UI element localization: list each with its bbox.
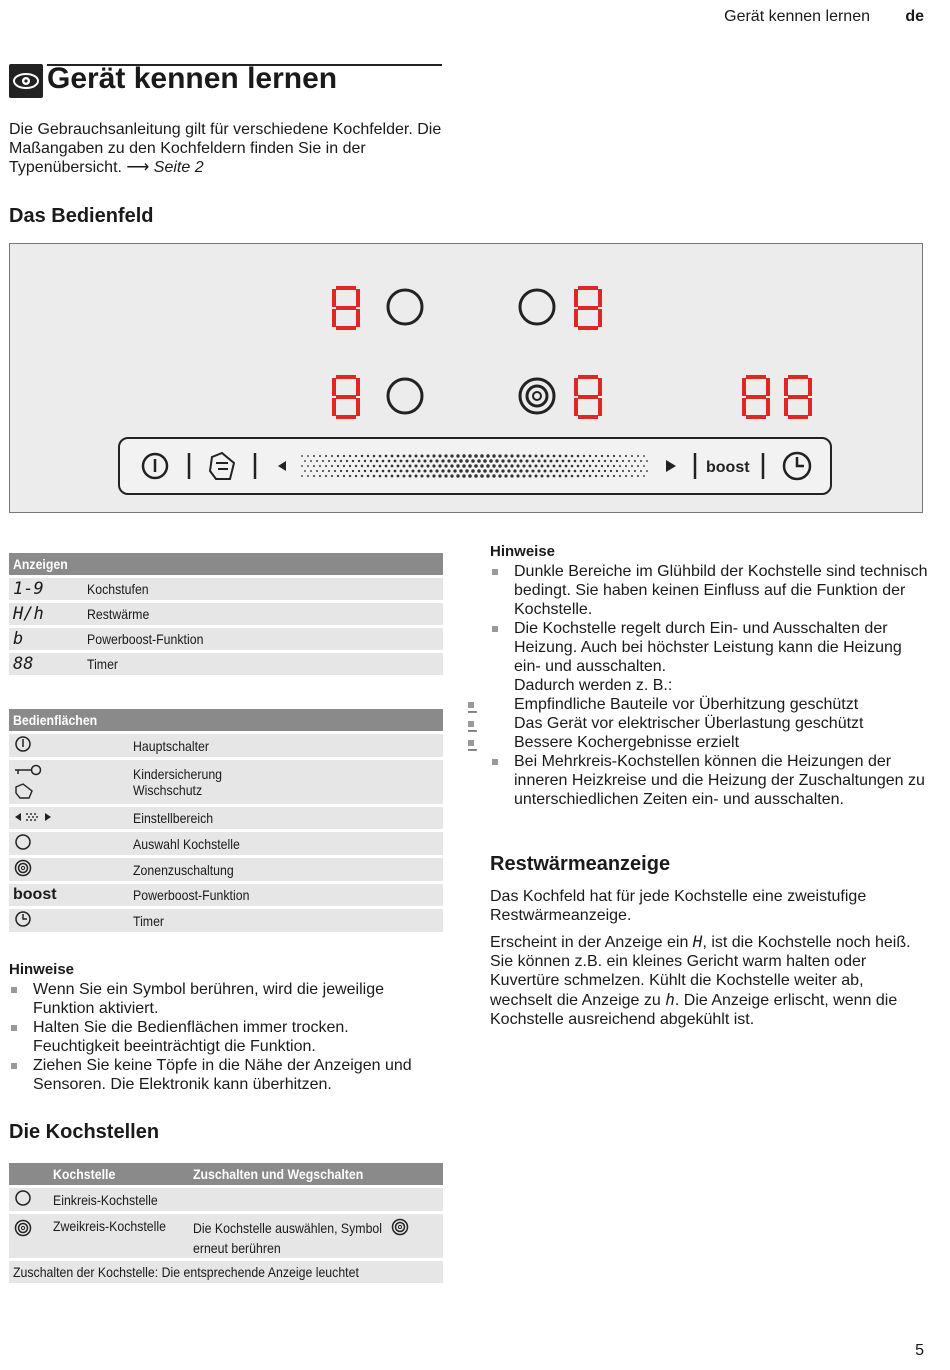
key-icon — [13, 763, 43, 777]
dash-item: – Das Gerät vor elektrischer Überlastung geschützt — [490, 714, 930, 733]
display-symbol: H — [692, 932, 703, 951]
display-symbol: H/h — [9, 602, 83, 627]
table-row — [9, 627, 443, 652]
slider-left-icon[interactable] — [278, 461, 286, 471]
display-symbol: h — [665, 990, 675, 1009]
anzeigen-table — [9, 550, 443, 675]
running-header: Gerät kennen lernen — [724, 8, 870, 25]
row-label: Timer — [133, 912, 165, 929]
table-row — [9, 1260, 443, 1284]
dash-list — [490, 695, 930, 752]
table-row — [9, 577, 443, 602]
row-label: Zweikreis-Kochstelle — [53, 1218, 166, 1234]
slider-range-icon — [13, 810, 53, 824]
table-row — [9, 908, 443, 933]
dash-item: – Bessere Kochergebnisse erzielt — [490, 733, 930, 752]
power-icon — [13, 734, 33, 754]
slider-right-icon[interactable] — [666, 460, 676, 472]
list-item: Dunkle Bereiche im Glühbild der Kochstelle sind technisch bedingt. Sie haben keinen Einfluss auf die Funktion der Kochstelle. — [490, 562, 930, 619]
bedienflaechen-table — [9, 706, 443, 932]
table-row — [9, 733, 443, 759]
row-label: Einkreis-Kochstelle — [53, 1191, 158, 1208]
table-row — [9, 652, 443, 676]
double-circle-icon — [13, 858, 33, 878]
restwaerme-heading: Restwärmeanzeige — [490, 853, 671, 875]
page-title: Gerät kennen lernen — [47, 62, 338, 95]
hinweise-heading: Hinweise — [9, 961, 75, 978]
hinweise-list-right — [490, 562, 930, 809]
table-row — [9, 883, 443, 908]
row-label: Zonenzuschaltung — [133, 861, 234, 878]
list-item: Halten Sie die Bedienflächen immer trocken. Feuchtigkeit beeinträchtigt die Funktion. — [9, 1018, 439, 1056]
row-label: Kochstufen — [87, 581, 149, 597]
anzeigen-header: Anzeigen — [13, 556, 68, 572]
display-symbol: b — [9, 627, 83, 652]
column-header: Zuschalten und Wegschalten — [193, 1166, 364, 1182]
column-header: Kochstelle — [53, 1166, 116, 1182]
kochstellen-table — [9, 1160, 443, 1283]
kochstellen-heading: Die Kochstellen — [9, 1121, 160, 1143]
table-footer: Zuschalten der Kochstelle: Die entsprechende Anzeige leuchtet — [13, 1264, 359, 1280]
double-circle-icon — [390, 1218, 410, 1236]
double-circle-icon — [13, 1218, 33, 1238]
power-icon[interactable] — [143, 454, 167, 478]
list-item: Die Kochstelle regelt durch Ein- und Ausschalten der Heizung. Auch bei höchster Leistung kann die Heizung ein- und ausschalten. Dadurch werden z. B.: – Empfindliche Bauteile vor Überhitzung geschützt – Das Gerät vor elektrischer Überlastung geschützt – Bessere Kochergebnisse erzielt — [490, 619, 930, 752]
table-row — [9, 857, 443, 883]
dash-item: – Empfindliche Bauteile vor Überhitzung geschützt — [490, 695, 930, 714]
clock-icon[interactable] — [784, 453, 810, 479]
arrow-icon: ⟶ — [126, 159, 150, 176]
table-row — [9, 831, 443, 857]
row-action: Die Kochstelle auswählen, Symbol — [193, 1220, 383, 1236]
row-label: Hauptschalter — [133, 737, 210, 754]
slider-dots[interactable] — [301, 454, 648, 478]
row-action — [189, 1187, 443, 1213]
row-label: Auswahl Kochstelle — [133, 835, 240, 852]
bedienflaechen-header: Bedienflächen — [13, 712, 98, 728]
row-label: Powerboost-Funktion — [133, 887, 250, 903]
row-label: Restwärme — [87, 606, 150, 622]
row-label: Einstellbereich — [133, 810, 214, 826]
row-label: Timer — [87, 656, 119, 672]
page-reference: Seite 2 — [153, 159, 204, 176]
intro-text: Die Gebrauchsanleitung gilt für verschiedene Kochfelder. Die Maßangaben zu den Kochfeldern finden Sie in der Typenübersicht. — [9, 121, 442, 176]
table-row — [9, 1187, 443, 1213]
table-row — [9, 759, 443, 806]
hinweise-heading-right: Hinweise — [490, 543, 556, 560]
clock-icon — [13, 909, 33, 929]
row-label: Powerboost-Funktion — [87, 631, 204, 647]
restwaerme-paragraph-2: Erscheint in der Anzeige ein H, ist die Kochstelle noch heiß. Sie können z.B. ein kleines Gericht warm halten oder Kuvertüre schmelzen. Kühlt die Kochstelle weiter ab, wechselt die Anzeige zu h. Die Anzeige erlischt, wenn die Kochstelle ausreichend abgekühlt ist. — [490, 932, 911, 1028]
row-label: Kindersicherung — [133, 766, 223, 782]
control-panel-illustration — [9, 243, 923, 513]
table-row — [9, 806, 443, 831]
intro-paragraph — [9, 120, 449, 177]
list-item: Ziehen Sie keine Töpfe in die Nähe der Anzeigen und Sensoren. Die Elektronik kann überhitzen. — [9, 1056, 439, 1094]
list-item: Bei Mehrkreis-Kochstellen können die Heizungen der inneren Heizkreise und die Heizung der Zuschaltungen zu unterschiedlichen Zeiten ein- und ausschalten. — [490, 752, 930, 809]
touch-control-bar — [118, 437, 832, 495]
wipe-hand-icon[interactable] — [210, 453, 234, 479]
circle-icon — [13, 1188, 33, 1208]
display-symbol: 1-9 — [9, 577, 83, 602]
eye-icon — [9, 64, 43, 98]
display-symbol: 88 — [9, 652, 83, 676]
bedienfeld-heading: Das Bedienfeld — [9, 205, 154, 227]
list-item: Wenn Sie ein Symbol berühren, wird die jeweilige Funktion aktiviert. — [9, 980, 439, 1018]
circle-icon — [13, 832, 33, 852]
boost-label: boost — [9, 883, 129, 908]
table-row — [9, 602, 443, 627]
row-label: Wischschutz — [133, 782, 203, 798]
language-tag: de — [905, 8, 924, 25]
table-row — [9, 1213, 443, 1260]
boost-button[interactable]: boost — [706, 459, 750, 476]
row-action: erneut berühren — [193, 1240, 281, 1256]
restwaerme-paragraph-1: Das Kochfeld hat für jede Kochstelle eine zweistufige Restwärmeanzeige. — [490, 888, 867, 924]
wipe-hand-icon — [13, 781, 35, 799]
hinweise-list — [9, 980, 439, 1094]
page-number: 5 — [915, 1342, 924, 1359]
